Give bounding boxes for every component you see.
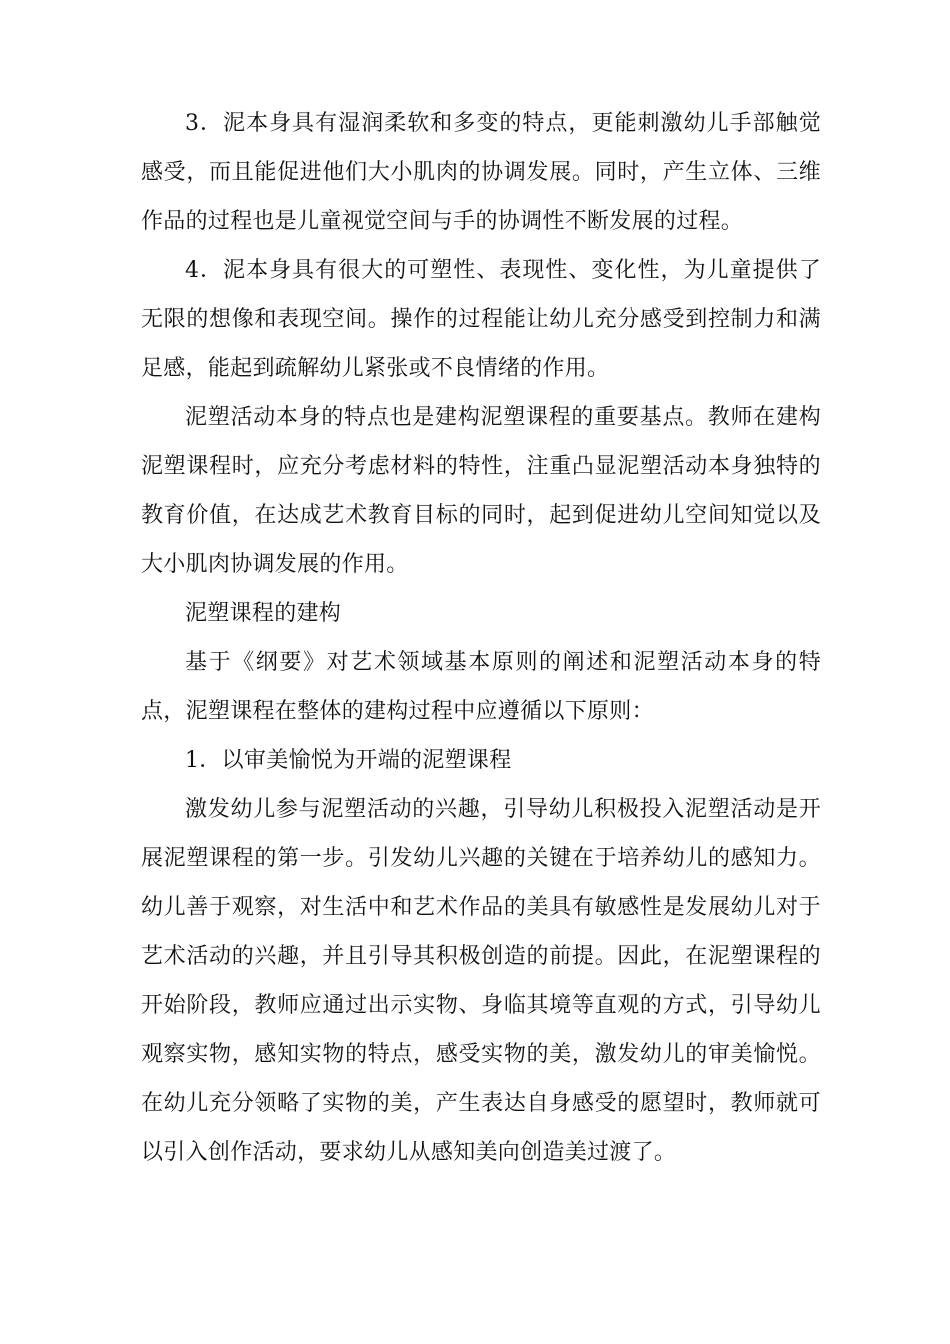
paragraph-item-3: 3．泥本身具有湿润柔软和多变的特点，更能刺激幼儿手部触觉感受，而且能促进他们大小肌肉的协调发展。同时，产生立体、三维作品的过程也是儿童视觉空间与手的协调性不断发展的过程。 [141,111,821,234]
subsection-heading-1: 1．以审美愉悦为开端的泥塑课程 [185,748,512,773]
paragraph-aesthetic-pleasure: 激发幼儿参与泥塑活动的兴趣，引导幼儿积极投入泥塑活动是开展泥塑课程的第一步。引发幼儿兴趣的关键在于培养幼儿的感知力。幼儿善于观察，对生活中和艺术作品的美具有敏感性是发展幼儿对于艺术活动的兴趣，并且引导其积极创造的前提。因此，在泥塑课程的开始阶段，教师应通过出示实物、身临其境等直观的方式，引导幼儿观察实物，感知实物的特点，感受实物的美，激发幼儿的审美愉悦。在幼儿充分领略了实物的美，产生表达自身感受的愿望时，教师就可以引入创作活动，要求幼儿从感知美向创造美过渡了。 [141,797,821,1165]
paragraph-principles-intro: 基于《纲要》对艺术领域基本原则的阐述和泥塑活动本身的特点，泥塑课程在整体的建构过程中应遵循以下原则： [141,650,821,724]
document-body [141,99,821,1177]
paragraph-clay-characteristics: 泥塑活动本身的特点也是建构泥塑课程的重要基点。教师在建构泥塑课程时，应充分考虑材料的特性，注重凸显泥塑活动本身独特的教育价值，在达成艺术教育目标的同时，起到促进幼儿空间知觉以及大小肌肉协调发展的作用。 [141,405,821,577]
paragraph-item-4: 4．泥本身具有很大的可塑性、表现性、变化性，为儿童提供了无限的想像和表现空间。操作的过程能让幼儿充分感受到控制力和满足感，能起到疏解幼儿紧张或不良情绪的作用。 [141,258,821,381]
section-heading: 泥塑课程的建构 [185,601,342,626]
